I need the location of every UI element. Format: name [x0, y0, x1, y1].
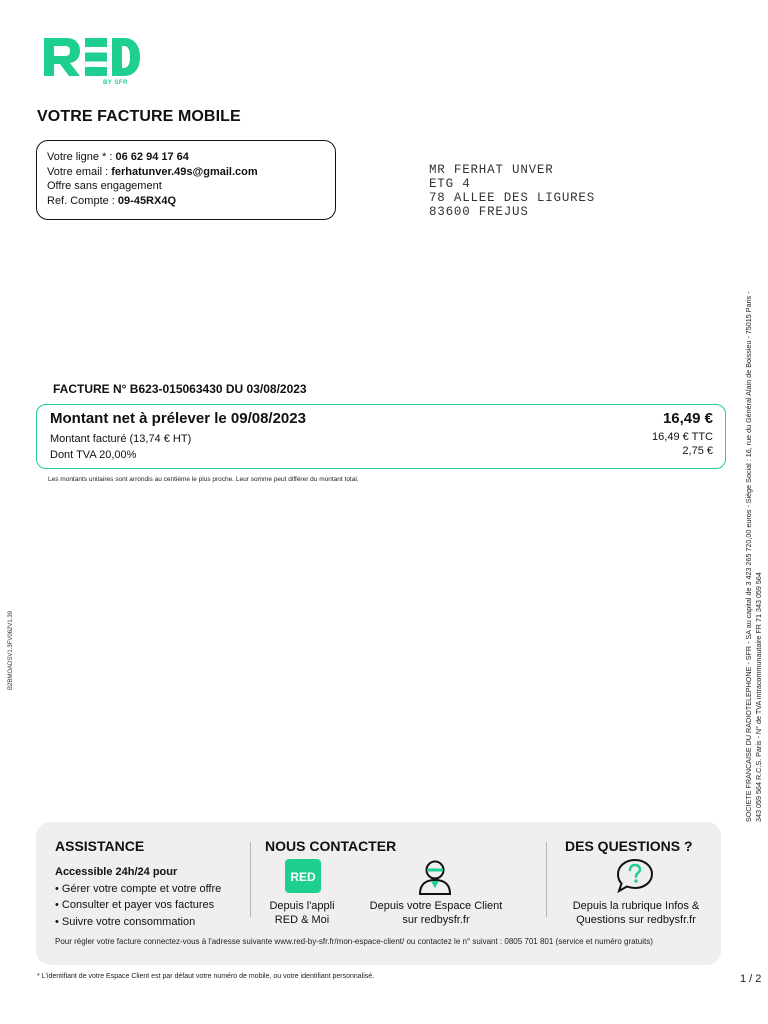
address-line: MR FERHAT UNVER	[429, 163, 554, 177]
legal-mentions: SOCIETE FRANCAISE DU RADIOTELEPHONE - SFR - SA au capital de 3 423 265 720,00 euros - Siège Social : 16, rue du Général Alain de Boissieu - 75015 Paris - 343 059 564 R.C.S. Paris - N° de TVA intracommunautaire FR 71 343 059 564	[744, 291, 763, 822]
list-item: • Gérer votre compte et votre offre	[55, 883, 222, 895]
footnote: * L'identifiant de votre Espace Client est par défaut votre numéro de mobile, ou votre identifiant personnalisé.	[37, 973, 375, 980]
caption-line: Depuis la rubrique Infos &	[572, 900, 700, 912]
billed-label: Montant facturé (13,74 € HT)	[50, 433, 192, 445]
caption-line: RED & Moi	[274, 913, 330, 926]
offer-row: Offre sans engagement	[47, 180, 162, 193]
email-row	[47, 165, 325, 180]
invoice-number: FACTURE N° B623-015063430 DU 03/08/2023	[53, 382, 307, 396]
caption-line: Questions sur redbysfr.fr	[576, 913, 696, 926]
billed-ttc: 16,49 € TTC	[652, 431, 713, 443]
payment-info: Pour régler votre facture connectez-vous à l'adresse suivante www.red-by-sfr.fr/mon-espace-client/ ou contactez le n° suivant : 0805 701 801 (service et numéro gratuits)	[55, 937, 653, 946]
app-caption	[250, 900, 354, 927]
client-caption	[356, 900, 516, 927]
recipient-address	[429, 163, 595, 219]
email-value: ferhatunver.49s@gmail.com	[111, 165, 258, 178]
address-line: 83600 FREJUS	[429, 205, 529, 219]
amount-box	[36, 404, 726, 469]
line-label: Votre ligne * :	[47, 151, 116, 163]
ref-label: Ref. Compte :	[47, 195, 118, 208]
caption-line: Depuis l'appli	[269, 900, 335, 912]
rounding-note: Les montants unitaires sont arrondis au centième le plus proche. Leur somme peut différer du montant total.	[48, 476, 359, 483]
assistance-subtitle: Accessible 24h/24 pour	[55, 866, 178, 878]
contact-title: NOUS CONTACTER	[265, 838, 397, 854]
page-number: 1 / 2	[740, 973, 762, 985]
help-panel	[36, 822, 721, 965]
assistance-title: ASSISTANCE	[55, 838, 145, 854]
ref-value: 09-45RX4Q	[117, 195, 177, 208]
address-line: 78 ALLEE DES LIGURES	[429, 191, 596, 205]
assistance-list	[55, 881, 221, 930]
question-icon[interactable]	[615, 857, 655, 900]
list-item: • Consulter et payer vos factures	[55, 899, 215, 912]
caption-line: sur redbysfr.fr	[402, 913, 470, 926]
user-icon[interactable]	[417, 858, 453, 901]
vat-value: 2,75 €	[682, 445, 713, 457]
line-row	[47, 150, 325, 165]
address-line: ETG 4	[429, 177, 471, 191]
amount-title: Montant net à prélever le 09/08/2023	[50, 410, 306, 427]
app-icon-text: RED	[290, 870, 316, 884]
email-label: Votre email :	[47, 165, 112, 178]
app-icon[interactable]	[285, 859, 321, 898]
ref-row	[47, 194, 325, 209]
line-value: 06 62 94 17 64	[115, 151, 189, 163]
list-item: • Suivre votre consommation	[55, 915, 196, 928]
amount-total: 16,49 €	[662, 410, 713, 427]
document-title: VOTRE FACTURE MOBILE	[37, 108, 241, 125]
vat-label: Dont TVA 20,00%	[50, 449, 137, 461]
questions-caption	[556, 900, 716, 927]
caption-line: Depuis votre Espace Client	[369, 900, 503, 912]
logo-subtitle: BY SFR	[103, 80, 128, 86]
account-info-box	[36, 140, 336, 220]
questions-title: DES QUESTIONS ?	[565, 838, 693, 854]
document-code: B2BMOADSV1.3FV062V1.39	[8, 610, 14, 690]
divider	[546, 842, 547, 917]
